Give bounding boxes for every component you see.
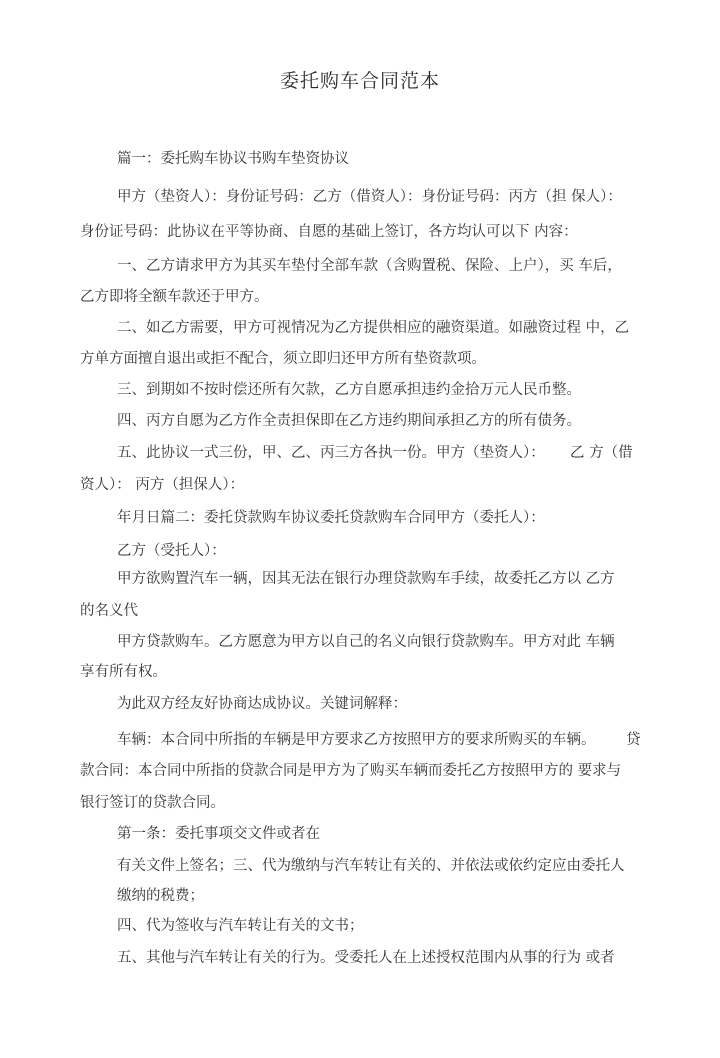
line-text: 乙方（受托人）： — [117, 543, 226, 559]
line-text: 二、如乙方需要，甲方可视情况为乙方提供相应的融资渠道。如融资过程 中，乙 — [117, 320, 630, 336]
line-text: 方单方面擅自退出或拒不配合，须立即归还甲方所有垫资款项。 — [80, 351, 486, 367]
line-text: 为此双方经友好协商达成协议。关键词解释： — [117, 696, 407, 712]
line-text: 四、代为签收与汽车转让有关的文书； — [117, 918, 364, 934]
line-text: 有关文件上签名；三、代为缴纳与汽车转让有关的、并依法或依约定应由委托人 — [117, 858, 625, 874]
line-text: 乙 方（借 — [570, 445, 633, 461]
line-text: 资人）： 丙方（担保人）： — [80, 477, 245, 493]
line-text: 的名义代 — [80, 603, 138, 619]
line-text: 银行签订的贷款合同。 — [80, 795, 225, 811]
line-text: 三、到期如不按时偿还所有欠款，乙方自愿承担违约金拾万元人民币整。 — [117, 382, 581, 398]
line-text: 年月日篇二：委托贷款购车协议委托贷款购车合同甲方（委托人）： — [117, 510, 545, 526]
line-text: 车辆：本合同中所指的车辆是甲方要求乙方按照甲方的要求所购买的车辆。 — [117, 732, 596, 748]
line-text: 甲方贷款购车。乙方愿意为甲方以自己的名义向银行贷款购车。甲方对此 车辆 — [117, 634, 615, 650]
line-text: 四、丙方自愿为乙方作全责担保即在乙方违约期间承担乙方的所有债务。 — [117, 413, 581, 429]
line-text: 甲方欲购置汽车一辆，因其无法在银行办理贷款购车手续，故委托乙方以 乙方 — [117, 571, 615, 587]
line-text: 一、乙方请求甲方为其买车垫付全部车款（含购置税、保险、上户），买 车后， — [117, 258, 622, 274]
line-text: 篇一：委托购车协议书购车垫资协议 — [117, 151, 349, 167]
line-text: 享有所有权。 — [80, 664, 167, 680]
line-text: 贷 — [626, 732, 641, 748]
line-text: 身份证号码：此协议在平等协商、自愿的基础上签订，各方均认可以下 内容： — [80, 224, 578, 240]
line-text: 五、其他与汽车转让有关的行为。受委托人在上述授权范围内从事的行为 或者 — [117, 950, 615, 966]
line-text: 乙方即将全额车款还于甲方。 — [80, 289, 269, 305]
line-text: 甲方（垫资人）：身份证号码：乙方（借资人）：身份证号码：丙方（担 保人）： — [117, 189, 622, 205]
document-title: 委托购车合同范本 — [279, 70, 440, 92]
line-text: 缴纳的税费； — [117, 888, 204, 904]
line-text: 款合同：本合同中所指的贷款合同是甲方为了购买车辆而委托乙方按照甲方的 要求与 — [80, 763, 622, 779]
line-text: 第一条：委托事项交文件或者在 — [117, 826, 320, 842]
line-text: 五、此协议一式三份，甲、乙、丙三方各执一份。甲方（垫资人）： — [117, 445, 545, 461]
